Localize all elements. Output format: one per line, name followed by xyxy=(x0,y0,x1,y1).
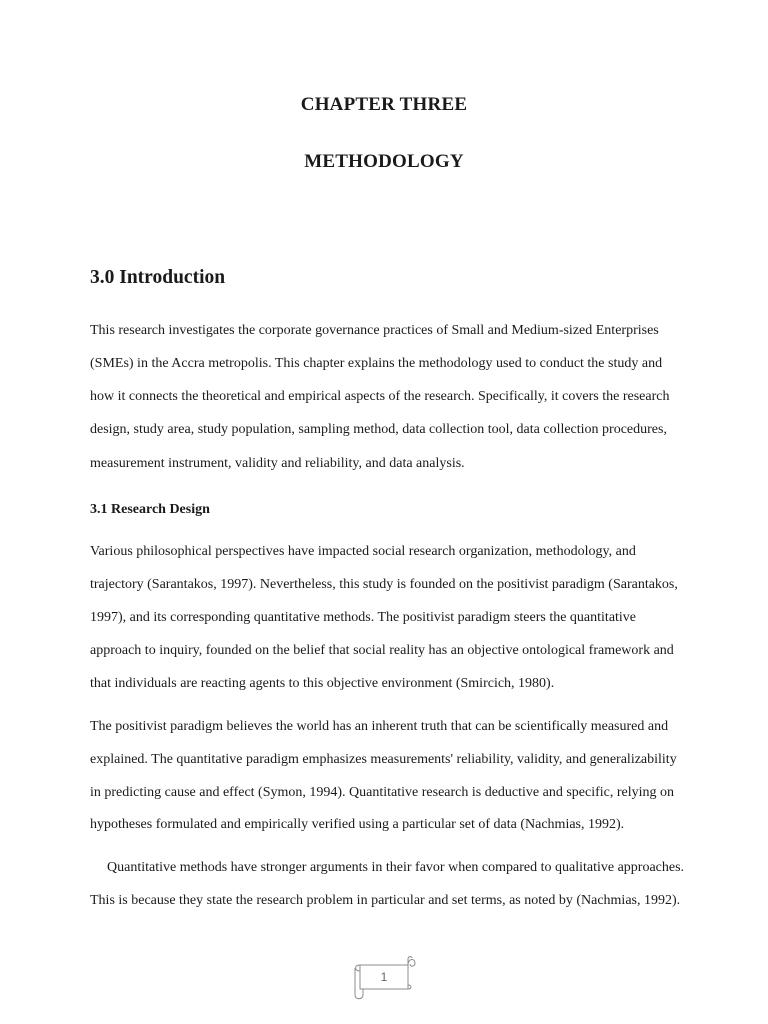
page-number: 1 xyxy=(380,970,388,984)
text-line: This is because they state the research problem in particular and set terms, as noted by (Nachmias, 1992). xyxy=(90,893,681,908)
text-line: trajectory (Sarantakos, 1997). Nevertheless, this study is founded on the positivist paradigm (Sarantakos, xyxy=(90,577,678,592)
section-heading-introduction: 3.0 Introduction xyxy=(90,267,226,288)
text-line: how it connects the theoretical and empirical aspects of the research. Specifically, it covers the research xyxy=(90,389,670,404)
chapter-title: METHODOLOGY xyxy=(304,151,464,172)
chapter-number: CHAPTER THREE xyxy=(300,94,468,115)
text-line: that individuals are reacting agents to this objective environment (Smircich, 1980). xyxy=(90,676,555,691)
text-line: Various philosophical perspectives have impacted social research organization, methodology, and xyxy=(90,544,636,559)
text-line: 1997), and its corresponding quantitative methods. The positivist paradigm steers the quantitative xyxy=(90,610,637,625)
text-line: Quantitative methods have stronger arguments in their favor when compared to qualitative approaches. xyxy=(107,860,685,875)
page-number-frame xyxy=(352,955,416,1001)
text-line: explained. The quantitative paradigm emphasizes measurements' reliability, validity, and generalizability xyxy=(90,752,677,767)
text-line: The positivist paradigm believes the world has an inherent truth that can be scientifically measured and xyxy=(90,719,669,734)
text-line: measurement instrument, validity and reliability, and data analysis. xyxy=(90,456,465,471)
subsection-heading-research-design: 3.1 Research Design xyxy=(90,502,210,517)
text-line: design, study area, study population, sampling method, data collection tool, data collection procedures, xyxy=(90,422,667,437)
text-line: in predicting cause and effect (Symon, 1994). Quantitative research is deductive and specific, relying on xyxy=(90,785,675,800)
text-line: approach to inquiry, founded on the belief that social reality has an objective ontological framework and xyxy=(90,643,674,658)
text-line: This research investigates the corporate governance practices of Small and Medium-sized Enterprises xyxy=(90,323,659,338)
text-line: hypotheses formulated and empirically verified using a particular set of data (Nachmias, 1992). xyxy=(90,817,625,832)
text-line: (SMEs) in the Accra metropolis. This chapter explains the methodology used to conduct the study and xyxy=(90,356,663,371)
